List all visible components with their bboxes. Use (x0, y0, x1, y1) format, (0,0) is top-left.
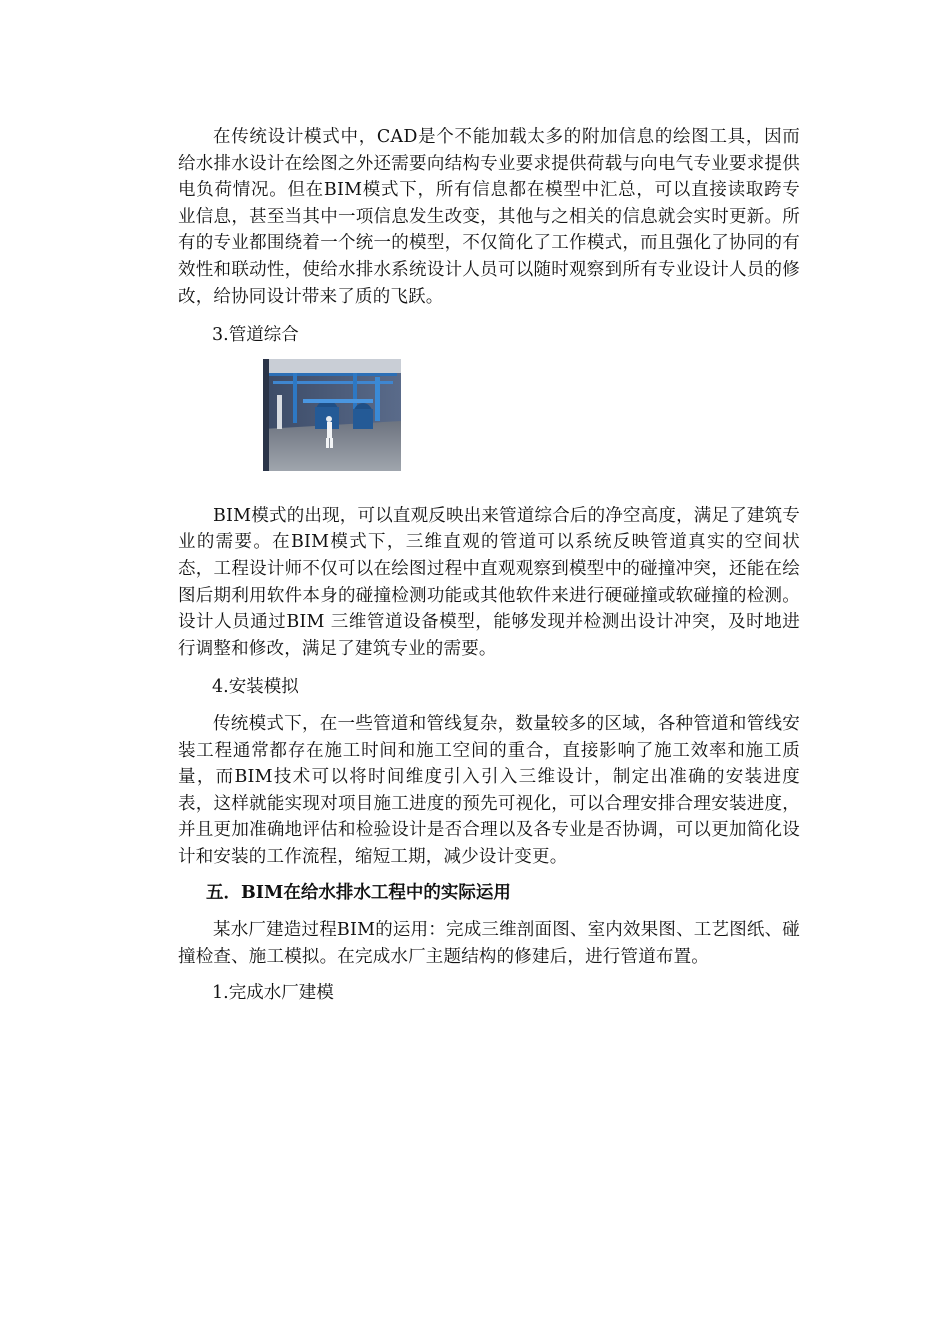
paragraph-cad-collaboration: 在传统设计模式中，CAD是个不能加载太多的附加信息的绘图工具，因而给水排水设计在绘图之外还需要向结构专业要求提供荷载与向电气专业要求提供电负荷情况。但在BIM模式下，所有信息都在模型中汇总，可以直接读取跨专业信息，甚至当其中一项信息发生改变，其他与之相关的信息就会实时更新。所有的专业都围绕着一个统一的模型，不仅简化了工作模式，而且强化了协同的有效性和联动性，使给水排水系统设计人员可以随时观察到所有专业设计人员的修改，给协同设计带来了质的飞跃。 (178, 127, 800, 307)
chapter-heading-bim-application: 五．BIM在给水排水工程中的实际运用 (206, 883, 511, 904)
paragraph-water-plant: 某水厂建造过程BIM的运用：完成三维剖面图、室内效果图、工艺图纸、碰撞检查、施工模拟。在完成水厂主题结构的修建后，进行管道布置。 (178, 920, 800, 967)
section-heading-pipe-integration: 3.管道综合 (212, 325, 299, 346)
pipe-room-render-image (263, 359, 401, 471)
paragraph-bim-clearance: BIM模式的出现，可以直观反映出来管道综合后的净空高度，满足了建筑专业的需要。在BIM模式下，三维直观的管道可以系统反映管道真实的空间状态，工程设计师不仅可以在绘图过程中直观观察到模型中的碰撞冲突，还能在绘图后期利用软件本身的碰撞检测功能或其他软件来进行硬碰撞或软碰撞的检测。设计人员通过BIM 三维管道设备模型，能够发现并检测出设计冲突，及时地进行调整和修改，满足了建筑专业的需要。 (178, 505, 800, 659)
section-heading-plant-modeling: 1.完成水厂建模 (212, 983, 334, 1004)
section-heading-installation-simulation: 4.安装模拟 (212, 677, 299, 698)
document-body (178, 124, 800, 1007)
paragraph-installation: 传统模式下，在一些管道和管线复杂，数量较多的区域，各种管道和管线安装工程通常都存在施工时间和施工空间的重合，直接影响了施工效率和施工质量，而BIM技术可以将时间维度引入引入三维设计，制定出准确的安装进度表，这样就能实现对项目施工进度的预先可视化，可以合理安排合理安装进度，并且更加准确地评估和检验设计是否合理以及各专业是否协调，可以更加简化设计和安装的工作流程，缩短工期，减少设计变更。 (178, 713, 800, 867)
